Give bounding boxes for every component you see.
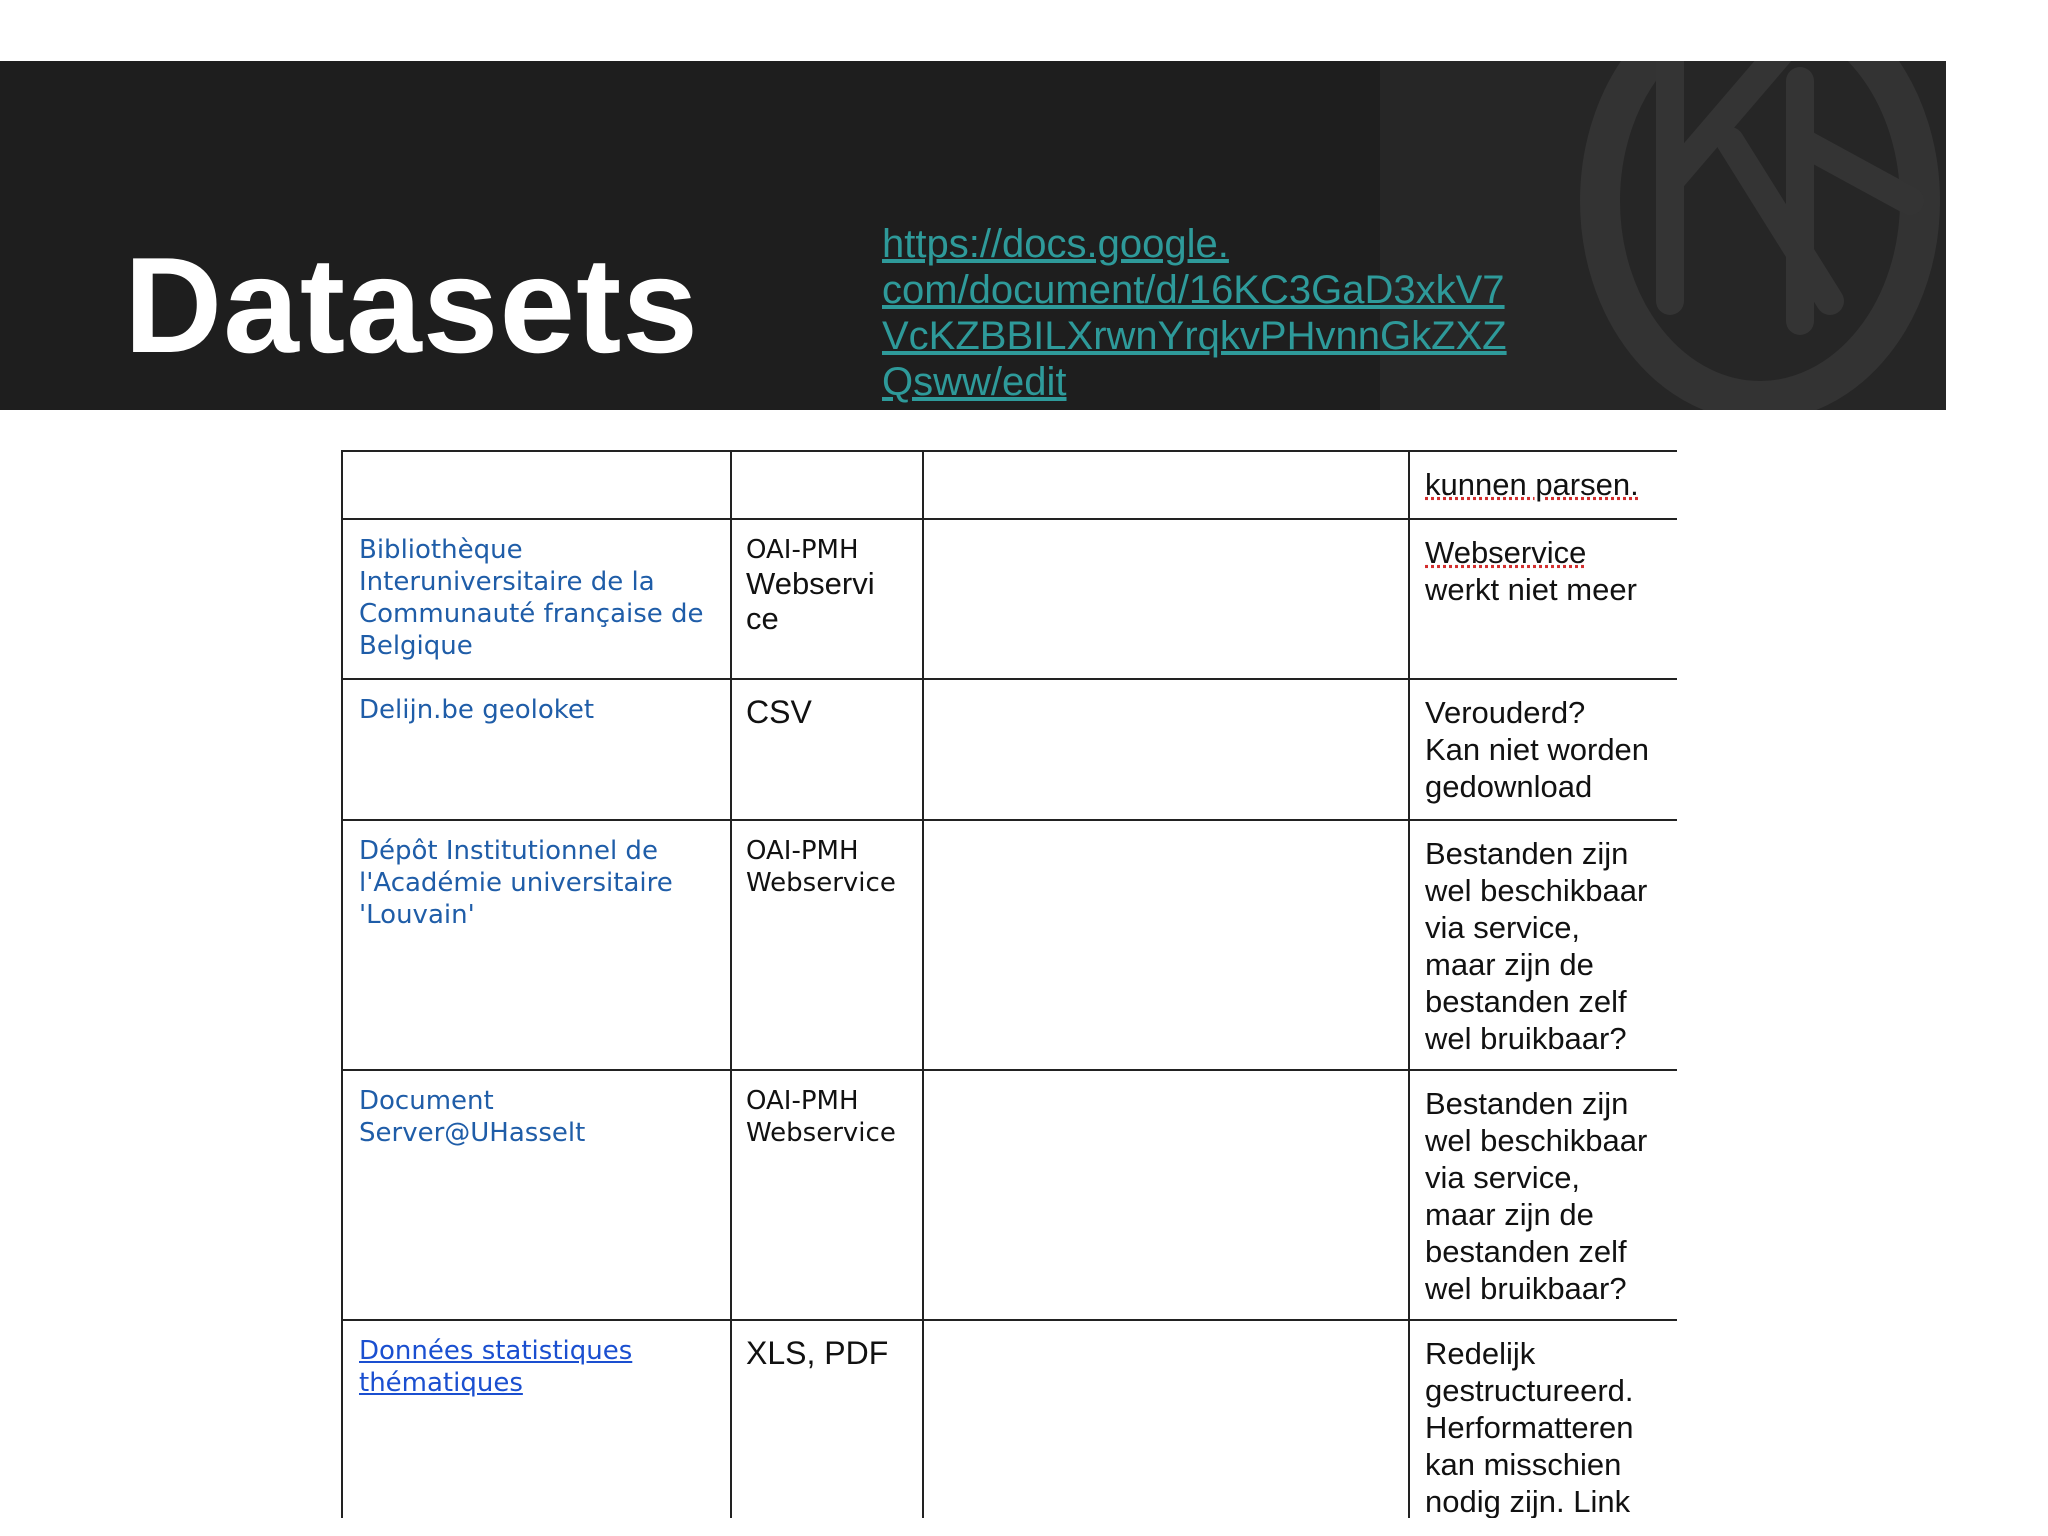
note-line: wel bruikbaar? [1425, 1271, 1627, 1306]
note-line: via service, [1425, 1160, 1581, 1195]
format-line: OAI-PMH [746, 535, 859, 565]
empty-cell [923, 1320, 1409, 1518]
table-row [342, 679, 1677, 820]
dataset-name-cell: Bibliothèque Interuniversitaire de la Communauté française de Belgique [342, 519, 731, 679]
note-line: Herformatteren [1425, 1410, 1634, 1445]
note-line: via service, [1425, 910, 1581, 945]
dataset-note-cell [1409, 519, 1677, 679]
dataset-note-cell [1409, 679, 1677, 820]
note-line: bestanden zelf [1425, 984, 1627, 1019]
dataset-format-cell [731, 1070, 923, 1320]
table-row [342, 1070, 1677, 1320]
note-line: werkt niet meer [1425, 572, 1637, 607]
note-line: Bestanden zijn [1425, 836, 1629, 871]
note-line: nodig zijn. Link [1425, 1484, 1631, 1518]
format-line: Webservice [746, 868, 896, 898]
document-link-line[interactable]: Qsww/edit [882, 360, 1067, 404]
note-line: Webservice [1425, 535, 1587, 570]
dataset-format-cell [731, 519, 923, 679]
slide-title: Datasets [124, 229, 699, 381]
note-line: gedownload [1425, 769, 1593, 804]
empty-cell [923, 679, 1409, 820]
table-row [342, 519, 1677, 679]
note-line: Kan niet worden [1425, 732, 1650, 767]
datasets-table-body [342, 451, 1677, 1518]
note-line: wel bruikbaar? [1425, 1021, 1627, 1056]
note-line: Bestanden zijn [1425, 1086, 1629, 1121]
table-row [342, 1320, 1677, 1518]
note-line: maar zijn de [1425, 1197, 1594, 1232]
empty-cell [923, 451, 1409, 519]
logo-watermark-icon [1550, 61, 1946, 410]
datasets-table [341, 450, 1677, 1518]
note-line: gestructureerd. [1425, 1373, 1634, 1408]
dataset-name-cell [342, 451, 731, 519]
note-line: bestanden zelf [1425, 1234, 1627, 1269]
dataset-format-cell [731, 679, 923, 820]
note-line: Verouderd? [1425, 695, 1586, 730]
empty-cell [923, 519, 1409, 679]
dataset-name-cell: Document Server@UHasselt [342, 1070, 731, 1320]
document-link-line[interactable]: com/document/d/16KC3GaD3xkV7 [882, 268, 1505, 312]
note-line: kunnen parsen. [1425, 467, 1639, 502]
note-line: wel beschikbaar [1425, 873, 1648, 908]
format-line: XLS, PDF [746, 1335, 889, 1371]
empty-cell [923, 820, 1409, 1070]
format-line: Webservi [746, 566, 875, 601]
dataset-format-cell [731, 451, 923, 519]
note-line: kan misschien [1425, 1447, 1622, 1482]
note-line: Redelijk [1425, 1336, 1536, 1371]
document-link[interactable] [882, 221, 1582, 405]
format-line: OAI-PMH [746, 1086, 859, 1116]
format-line: CSV [746, 694, 812, 730]
dataset-name-cell[interactable]: Données statistiques thématiques [342, 1320, 731, 1518]
dataset-format-cell [731, 1320, 923, 1518]
table-row [342, 820, 1677, 1070]
title-banner [0, 61, 1946, 410]
format-line: ce [746, 601, 779, 636]
table-row [342, 451, 1677, 519]
dataset-name-cell: Dépôt Institutionnel de l'Académie universitaire 'Louvain' [342, 820, 731, 1070]
note-line: wel beschikbaar [1425, 1123, 1648, 1158]
format-line: OAI-PMH [746, 836, 859, 866]
dataset-note-cell [1409, 451, 1677, 519]
dataset-format-cell [731, 820, 923, 1070]
datasets-table-container [341, 450, 1677, 1518]
dataset-note-cell [1409, 820, 1677, 1070]
empty-cell [923, 1070, 1409, 1320]
document-link-line[interactable]: VcKZBBILXrwnYrqkvPHvnnGkZXZ [882, 314, 1507, 358]
dataset-note-cell [1409, 1320, 1677, 1518]
dataset-name-cell: Delijn.be geoloket [342, 679, 731, 820]
note-line: maar zijn de [1425, 947, 1594, 982]
document-link-line[interactable]: https://docs.google. [882, 222, 1229, 266]
dataset-note-cell [1409, 1070, 1677, 1320]
format-line: Webservice [746, 1118, 896, 1148]
